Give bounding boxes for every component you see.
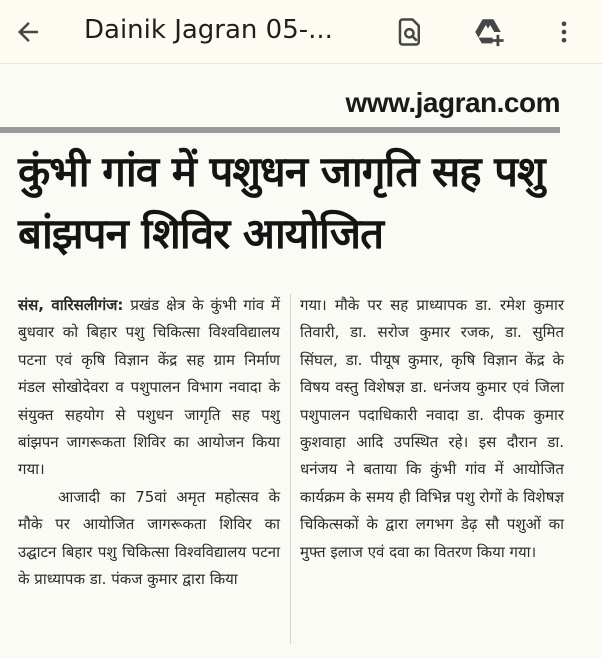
dateline: संस, वारिसलीगंज: <box>18 296 124 314</box>
google-lens-button[interactable] <box>386 8 434 56</box>
add-to-drive-button[interactable] <box>464 8 512 56</box>
paragraph-text: प्रखंड क्षेत्र के कुंभी गांव में बुधवार को बिहार पशु चिकित्सा विश्वविद्यालय पटना एवं कृषि विज्ञान केंद्र सह ग्राम निर्माण मंडल सोखोदेवरा व पशुपालन विभाग नवादा के संयुक्त सहयोग से पशुधन जागृति सह पशु बांझपन जागरूकता शिविर का आयोजन किया गया। <box>18 296 280 479</box>
document-title: Dainik Jagran 05-... <box>84 15 333 45</box>
article-headline: कुंभी गांव में पशुधन जागृति सह पशु बांझपन शिविर आयोजित <box>18 147 545 258</box>
article-column-right <box>300 292 564 566</box>
app-bar <box>0 0 602 64</box>
article-column-left <box>18 292 280 593</box>
more-options-button[interactable] <box>540 8 588 56</box>
article-paragraph: आजादी का 75वां अमृत महोत्सव के मौके पर आयोजित जागरूकता शिविर का उद्घाटन बिहार पशु चिकित्सा विश्वविद्यालय पटना के प्राध्यापक डा. पंकज कुमार द्वारा किया <box>18 487 280 589</box>
document-page <box>0 64 602 659</box>
arrow-left-icon <box>13 17 43 47</box>
more-vertical-icon <box>550 18 578 46</box>
back-button[interactable] <box>4 8 52 56</box>
article-paragraph: गया। मौके पर सह प्राध्यापक डा. रमेश कुमार तिवारी, डा. सरोज कुमार रजक, डा. सुमित सिंघल, डा. पीयूष कुमार, कृषि विज्ञान केंद्र के विषय वस्तु विशेषज्ञ डा. धनंजय कुमार एवं जिला पशुपालन पदाधिकारी नवादा डा. दीपक कुमार कुशवाहा आदि उपस्थित रहे। इस दौरान डा. धनंजय ने बताया कि कुंभी गांव में आयोजित कार्यक्रम के समय ही विभिन्न पशु रोगों के विशेषज्ञ चिकित्सकों के द्वारा लगभग डेढ़ सौ पशुओं का मुफ्त इलाज एवं दवा का वितरण किया गया। <box>300 296 564 561</box>
article-paragraph <box>18 292 280 484</box>
google-lens-icon <box>395 17 425 47</box>
site-url: www.jagran.com <box>345 87 560 118</box>
add-to-drive-icon <box>471 15 505 49</box>
header-rule <box>0 127 560 133</box>
column-divider <box>290 294 291 644</box>
